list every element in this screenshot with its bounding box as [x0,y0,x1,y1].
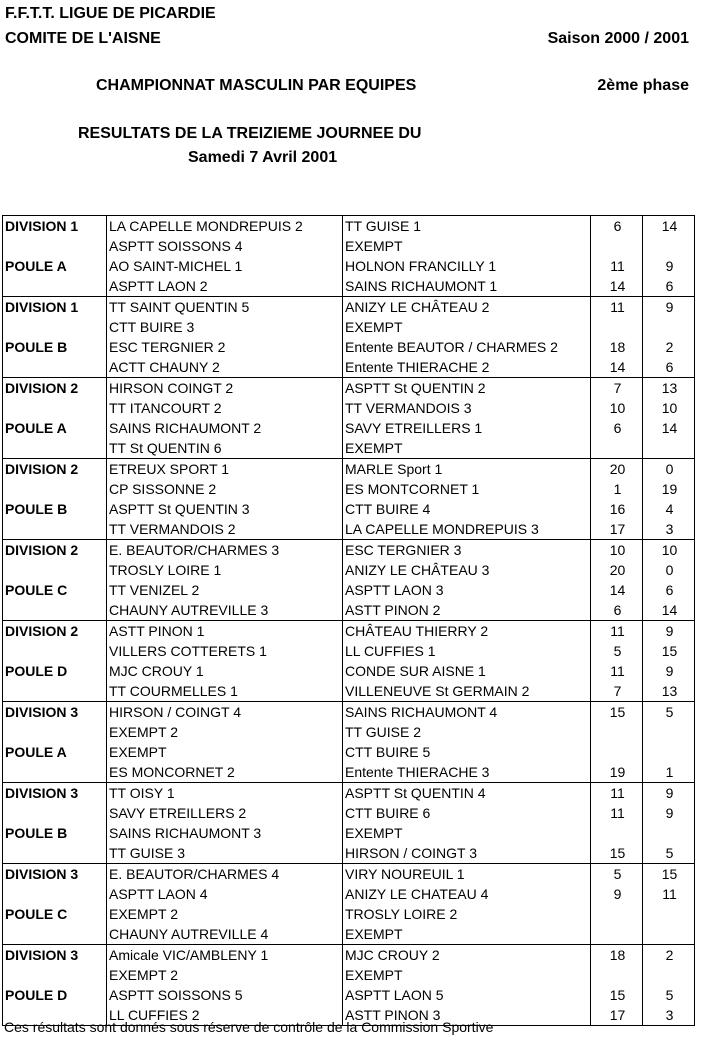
table-row [3,357,695,378]
table-row [3,297,695,318]
division-cell: DIVISION 2 [3,459,107,480]
table-row [3,398,695,418]
table-row [3,600,695,621]
home-score-cell: 11 [591,256,643,276]
away-team-cell: SAVY ETREILLERS 1 [343,418,591,438]
table-row [3,661,695,681]
home-team-cell: ASPTT SOISSONS 4 [107,236,343,256]
home-score-cell: 5 [591,641,643,661]
home-team-cell: TT COURMELLES 1 [107,681,343,702]
footer-note: Ces résultats sont donnés sous réserve de contrôle de la Commission Sportive [4,1019,494,1035]
home-score-cell: 15 [591,985,643,1005]
committee-title: COMITE DE L'AISNE [5,30,161,47]
away-score-cell: 5 [643,702,695,723]
away-team-cell: MARLE Sport 1 [343,459,591,480]
away-team-cell: ANIZY LE CHÂTEAU 2 [343,297,591,318]
away-score-cell: 6 [643,276,695,297]
table-row [3,378,695,399]
division-cell: POULE B [3,823,107,843]
home-team-cell: ETREUX SPORT 1 [107,459,343,480]
division-cell [3,600,107,621]
division-cell [3,438,107,459]
away-team-cell: CTT BUIRE 4 [343,499,591,519]
away-team-cell: ANIZY LE CHATEAU 4 [343,884,591,904]
division-cell: POULE B [3,337,107,357]
away-score-cell [643,236,695,256]
division-cell: DIVISION 3 [3,864,107,885]
away-score-cell [643,823,695,843]
home-score-cell: 11 [591,661,643,681]
division-cell: DIVISION 2 [3,378,107,399]
home-score-cell: 11 [591,621,643,642]
table-row [3,580,695,600]
home-team-cell: Amicale VIC/AMBLENY 1 [107,945,343,966]
away-team-cell: ASPTT LAON 5 [343,985,591,1005]
home-team-cell: ACTT CHAUNY 2 [107,357,343,378]
away-team-cell: ES MONTCORNET 1 [343,479,591,499]
home-team-cell: LA CAPELLE MONDREPUIS 2 [107,216,343,237]
division-cell [3,317,107,337]
division-cell [3,884,107,904]
home-score-cell [591,823,643,843]
home-team-cell: HIRSON COINGT 2 [107,378,343,399]
home-team-cell: LL CUFFIES 2 [107,1005,343,1026]
table-row [3,783,695,804]
division-cell: DIVISION 2 [3,540,107,561]
home-score-cell: 1 [591,479,643,499]
table-row [3,418,695,438]
table-row [3,641,695,661]
away-team-cell: CTT BUIRE 5 [343,742,591,762]
away-team-cell: EXEMPT [343,438,591,459]
division-cell [3,519,107,540]
table-row [3,924,695,945]
table-row [3,681,695,702]
division-cell [3,681,107,702]
division-cell [3,803,107,823]
home-score-cell [591,742,643,762]
division-cell: POULE C [3,580,107,600]
home-score-cell: 7 [591,681,643,702]
away-team-cell: ANIZY LE CHÂTEAU 3 [343,560,591,580]
away-score-cell: 11 [643,884,695,904]
away-team-cell: SAINS RICHAUMONT 1 [343,276,591,297]
away-team-cell: EXEMPT [343,965,591,985]
home-team-cell: HIRSON / COINGT 4 [107,702,343,723]
home-team-cell: CTT BUIRE 3 [107,317,343,337]
home-score-cell: 15 [591,843,643,864]
home-score-cell: 18 [591,337,643,357]
home-team-cell: AO SAINT-MICHEL 1 [107,256,343,276]
away-score-cell: 2 [643,945,695,966]
away-score-cell: 2 [643,337,695,357]
home-score-cell: 10 [591,540,643,561]
home-team-cell: VILLERS COTTERETS 1 [107,641,343,661]
table-row [3,317,695,337]
table-row [3,276,695,297]
home-score-cell: 17 [591,519,643,540]
home-score-cell [591,904,643,924]
home-score-cell [591,438,643,459]
division-cell: POULE A [3,742,107,762]
home-score-cell: 14 [591,357,643,378]
home-score-cell: 9 [591,884,643,904]
away-score-cell: 3 [643,1005,695,1026]
away-score-cell: 14 [643,600,695,621]
away-score-cell: 10 [643,398,695,418]
division-cell: POULE A [3,418,107,438]
home-score-cell: 15 [591,702,643,723]
home-team-cell: SAINS RICHAUMONT 3 [107,823,343,843]
home-score-cell [591,236,643,256]
home-team-cell: TT OISY 1 [107,783,343,804]
championship-title: CHAMPIONNAT MASCULIN PAR EQUIPES [96,77,417,94]
home-team-cell: E. BEAUTOR/CHARMES 3 [107,540,343,561]
away-team-cell: Entente THIERACHE 3 [343,762,591,783]
away-team-cell: TT GUISE 2 [343,722,591,742]
away-score-cell: 13 [643,378,695,399]
away-score-cell [643,904,695,924]
away-score-cell: 9 [643,621,695,642]
division-cell: POULE A [3,256,107,276]
home-score-cell [591,722,643,742]
home-team-cell: ESC TERGNIER 2 [107,337,343,357]
home-team-cell: EXEMPT 2 [107,722,343,742]
table-row [3,560,695,580]
table-row [3,479,695,499]
table-row [3,985,695,1005]
away-score-cell: 9 [643,297,695,318]
away-score-cell: 14 [643,216,695,237]
away-score-cell: 0 [643,560,695,580]
away-score-cell [643,742,695,762]
away-team-cell: ASPTT LAON 3 [343,580,591,600]
division-cell: DIVISION 2 [3,621,107,642]
home-score-cell: 6 [591,600,643,621]
table-row [3,499,695,519]
home-score-cell [591,965,643,985]
away-team-cell: ASTT PINON 2 [343,600,591,621]
away-score-cell: 9 [643,661,695,681]
home-team-cell: SAVY ETREILLERS 2 [107,803,343,823]
away-score-cell: 9 [643,803,695,823]
table-row [3,864,695,885]
home-score-cell: 11 [591,783,643,804]
results-title: RESULTATS DE LA TREIZIEME JOURNEE DU [78,125,422,142]
division-cell: POULE B [3,499,107,519]
division-cell [3,924,107,945]
away-team-cell: SAINS RICHAUMONT 4 [343,702,591,723]
home-team-cell: E. BEAUTOR/CHARMES 4 [107,864,343,885]
division-cell: DIVISION 3 [3,702,107,723]
home-team-cell: ES MONCORNET 2 [107,762,343,783]
away-score-cell: 14 [643,418,695,438]
home-team-cell: TT SAINT QUENTIN 5 [107,297,343,318]
away-score-cell: 15 [643,641,695,661]
home-team-cell: TT GUISE 3 [107,843,343,864]
home-team-cell: ASTT PINON 1 [107,621,343,642]
away-score-cell [643,317,695,337]
home-score-cell: 5 [591,864,643,885]
division-cell: DIVISION 1 [3,216,107,237]
home-team-cell: TROSLY LOIRE 1 [107,560,343,580]
home-team-cell: TT ITANCOURT 2 [107,398,343,418]
table-row [3,438,695,459]
away-team-cell: TT GUISE 1 [343,216,591,237]
away-score-cell: 5 [643,843,695,864]
away-score-cell: 0 [643,459,695,480]
division-cell [3,398,107,418]
away-team-cell: EXEMPT [343,924,591,945]
results-date: Samedi 7 Avril 2001 [188,149,338,166]
home-score-cell [591,924,643,945]
federation-title: F.F.T.T. LIGUE DE PICARDIE [5,5,216,22]
home-team-cell: CHAUNY AUTREVILLE 3 [107,600,343,621]
away-team-cell: CTT BUIRE 6 [343,803,591,823]
home-team-cell: TT VERMANDOIS 2 [107,519,343,540]
away-team-cell: ASPTT St QUENTIN 4 [343,783,591,804]
away-team-cell: TT VERMANDOIS 3 [343,398,591,418]
away-score-cell: 6 [643,580,695,600]
division-cell [3,560,107,580]
home-team-cell: ASPTT St QUENTIN 3 [107,499,343,519]
table-row [3,621,695,642]
home-team-cell: EXEMPT 2 [107,904,343,924]
table-row [3,722,695,742]
table-row [3,337,695,357]
away-team-cell: CONDE SUR AISNE 1 [343,661,591,681]
table-row [3,823,695,843]
division-cell [3,722,107,742]
home-score-cell: 10 [591,398,643,418]
away-team-cell: EXEMPT [343,236,591,256]
home-team-cell: ASPTT LAON 2 [107,276,343,297]
away-team-cell: CHÂTEAU THIERRY 2 [343,621,591,642]
division-cell: POULE D [3,661,107,681]
division-cell [3,479,107,499]
home-score-cell: 7 [591,378,643,399]
away-score-cell: 3 [643,519,695,540]
division-cell [3,965,107,985]
away-score-cell [643,965,695,985]
away-score-cell: 9 [643,783,695,804]
home-score-cell: 11 [591,803,643,823]
home-score-cell: 17 [591,1005,643,1026]
away-score-cell: 4 [643,499,695,519]
away-team-cell: HIRSON / COINGT 3 [343,843,591,864]
away-score-cell: 6 [643,357,695,378]
home-score-cell: 6 [591,418,643,438]
away-score-cell [643,924,695,945]
table-row [3,803,695,823]
away-team-cell: LL CUFFIES 1 [343,641,591,661]
table-row [3,256,695,276]
division-cell: POULE C [3,904,107,924]
away-team-cell: EXEMPT [343,317,591,337]
away-team-cell: HOLNON FRANCILLY 1 [343,256,591,276]
away-score-cell: 5 [643,985,695,1005]
away-score-cell: 1 [643,762,695,783]
away-team-cell: ASTT PINON 3 [343,1005,591,1026]
division-cell [3,236,107,256]
home-score-cell: 16 [591,499,643,519]
home-team-cell: EXEMPT 2 [107,965,343,985]
away-score-cell: 9 [643,256,695,276]
home-score-cell [591,317,643,337]
table-row [3,216,695,237]
division-cell: DIVISION 3 [3,783,107,804]
home-team-cell: ASPTT LAON 4 [107,884,343,904]
division-cell [3,276,107,297]
home-team-cell: TT St QUENTIN 6 [107,438,343,459]
division-cell [3,843,107,864]
table-row [3,742,695,762]
away-team-cell: Entente THIERACHE 2 [343,357,591,378]
division-cell: DIVISION 3 [3,945,107,966]
away-score-cell: 13 [643,681,695,702]
away-score-cell: 15 [643,864,695,885]
home-team-cell: EXEMPT [107,742,343,762]
division-cell [3,762,107,783]
away-score-cell [643,722,695,742]
away-score-cell [643,438,695,459]
table-row [3,904,695,924]
results-table [2,215,695,1026]
away-team-cell: ASPTT St QUENTIN 2 [343,378,591,399]
away-team-cell: EXEMPT [343,823,591,843]
table-row [3,702,695,723]
division-cell [3,357,107,378]
division-cell [3,641,107,661]
table-row [3,884,695,904]
table-row [3,236,695,256]
away-team-cell: MJC CROUY 2 [343,945,591,966]
season-label: Saison 2000 / 2001 [547,30,689,47]
away-team-cell: VILLENEUVE St GERMAIN 2 [343,681,591,702]
away-score-cell: 10 [643,540,695,561]
home-team-cell: SAINS RICHAUMONT 2 [107,418,343,438]
home-score-cell: 18 [591,945,643,966]
away-team-cell: Entente BEAUTOR / CHARMES 2 [343,337,591,357]
division-cell: POULE D [3,985,107,1005]
home-score-cell: 14 [591,276,643,297]
table-row [3,843,695,864]
table-row [3,945,695,966]
away-score-cell: 19 [643,479,695,499]
home-score-cell: 11 [591,297,643,318]
table-row [3,459,695,480]
division-cell: DIVISION 1 [3,297,107,318]
home-team-cell: CP SISSONNE 2 [107,479,343,499]
home-score-cell: 6 [591,216,643,237]
home-score-cell: 20 [591,459,643,480]
home-team-cell: TT VENIZEL 2 [107,580,343,600]
home-team-cell: MJC CROUY 1 [107,661,343,681]
away-team-cell: ESC TERGNIER 3 [343,540,591,561]
away-team-cell: TROSLY LOIRE 2 [343,904,591,924]
home-score-cell: 19 [591,762,643,783]
home-team-cell: ASPTT SOISSONS 5 [107,985,343,1005]
home-team-cell: CHAUNY AUTREVILLE 4 [107,924,343,945]
table-row [3,540,695,561]
home-score-cell: 14 [591,580,643,600]
table-row [3,762,695,783]
phase-label: 2ème phase [597,77,689,94]
away-team-cell: LA CAPELLE MONDREPUIS 3 [343,519,591,540]
table-row [3,965,695,985]
away-team-cell: VIRY NOUREUIL 1 [343,864,591,885]
home-score-cell: 20 [591,560,643,580]
table-row [3,519,695,540]
